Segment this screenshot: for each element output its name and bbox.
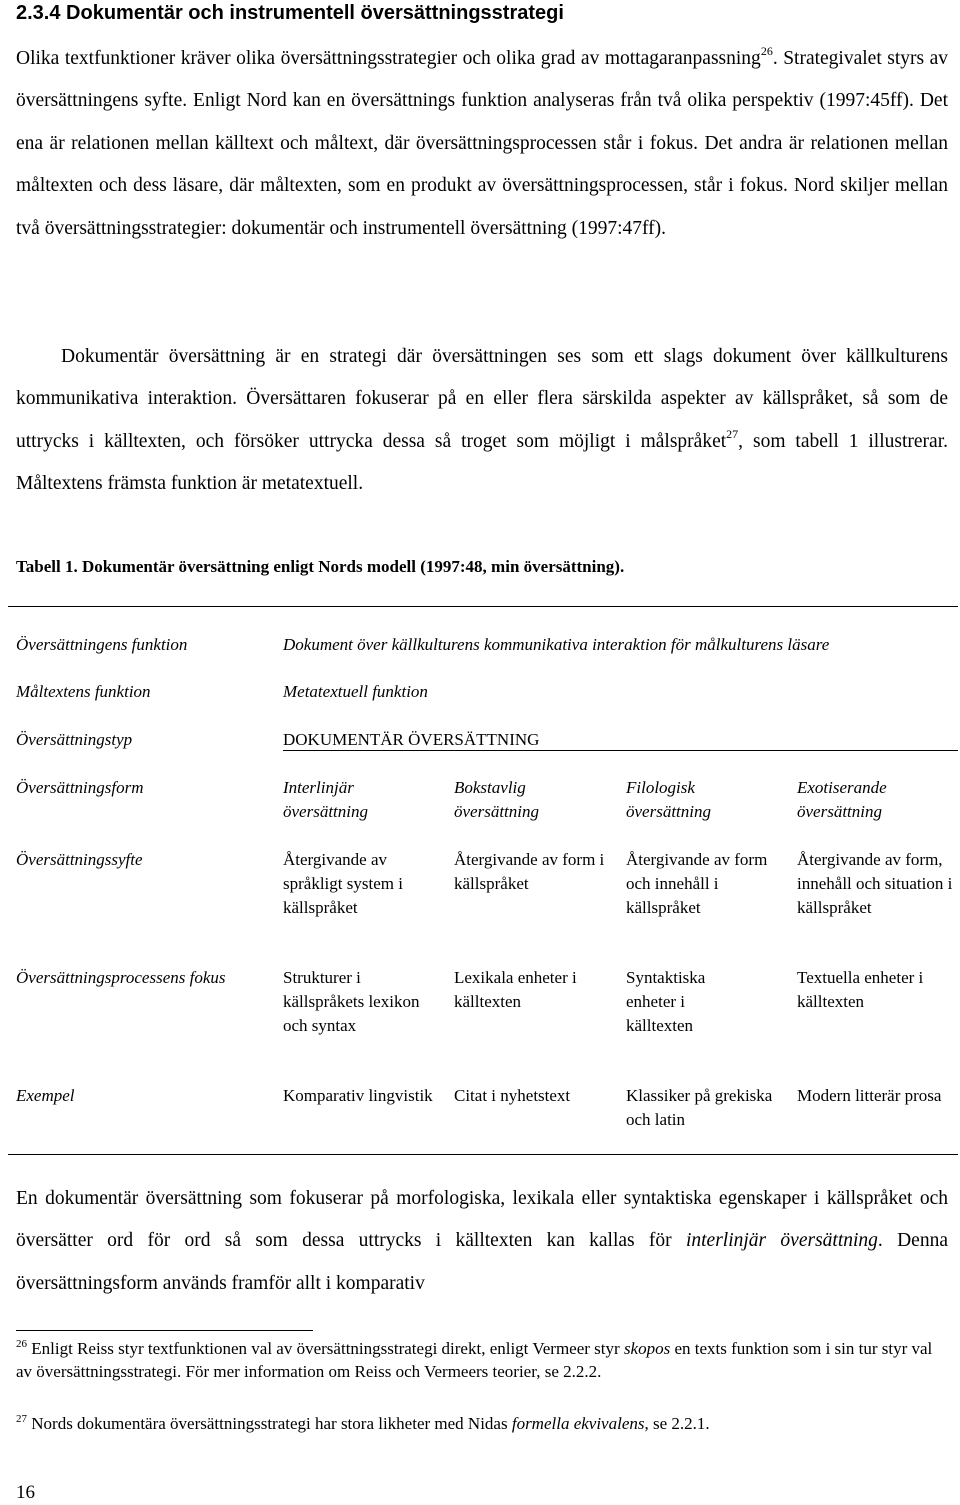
footnote-emphasis: formella ekvivalens [511,1414,645,1433]
row-label-funktion: Översättningens funktion [16,635,188,654]
form-cell: Bokstavlig översättning [454,778,539,821]
syfte-cell: Återgivande av form i källspråket [454,850,605,893]
row-label-syfte: Översättningssyfte [16,850,143,869]
row-label-exempel: Exempel [16,1086,75,1105]
footnote-number: 27 [16,1413,27,1425]
form-cell: Filologisk översättning [626,778,711,821]
footnote-text: , se 2.2.1. [644,1414,710,1433]
footnote-text: en texts funktion som i sin tur styr val av översättningsstrategi. För mer information om Reiss och Vermeers teorier, se 2.2.2. [16,1339,933,1381]
footnote-text: Nords dokumentära översättningsstrategi har stora likheter med Nidas [31,1414,512,1433]
table-caption: Tabell 1. Dokumentär översättning enligt Nords modell (1997:48, min översättning). [16,557,625,576]
exempel-cell: Modern litterär prosa [797,1086,942,1105]
footnote-26 [16,1338,946,1383]
typ-underline [283,750,958,751]
row-label-typ: Översättningstyp [16,730,133,749]
paragraph-3-text-b: . Denna översättningsform används framför allt i komparativ [16,1230,948,1294]
paragraph-2-text-b: , som tabell 1 illustrerar. Måltextens främsta funktion är metatextuell. [16,430,948,495]
paragraph-1-text-b: . Strategivalet styrs av översättningens syfte. Enligt Nord kan en översättnings funktion analyseras från två olika perspektiv (1997:45ff). Det ena är relationen mellan källtext och måltext, där översättningsprocessen står i fokus. Det andra är relationen mellan måltexten och dess läsare, där måltexten, som en produkt av översättningsprocessen, står i fokus. Nord skiljer mellan två översättningsstrategier: dokumentär och instrumentell översättning (1997:47ff). [16,48,948,239]
paragraph-2-text-a: Dokumentär översättning är en strategi där översättningen ses som ett slags dokument över källkulturens kommunikativa interaktion. Översättaren fokuserar på en eller flera särskilda aspekter av källspråket, så som de uttrycks i källtexten, och försöker uttrycka dessa så troget som möjligt i målspråket [16,346,948,452]
form-cell: Exotiserande översättning [797,778,887,821]
syfte-cell: Återgivande av form och innehåll i källspråket [626,850,768,917]
table-top-rule [8,606,958,607]
fokus-cell: Textuella enheter i källtexten [797,968,924,1011]
syfte-cell: Återgivande av form, innehåll och situation i källspråket [797,850,953,917]
paragraph-3-emphasis: interlinjär översättning [685,1230,878,1252]
form-cell: Interlinjär översättning [283,778,368,821]
fokus-cell: Syntaktiska enheter i källtexten [626,968,706,1035]
paragraph-2 [16,336,948,506]
page-number: 16 [16,1482,35,1503]
table-bottom-rule [8,1154,958,1155]
footnote-ref-27[interactable]: 27 [726,426,739,441]
paragraph-1 [16,38,948,250]
section-heading: 2.3.4 Dokumentär och instrumentell översättningsstrategi [16,2,564,24]
footnote-text: Enligt Reiss styr textfunktionen val av översättningsstrategi direkt, enligt Vermeer styr [31,1339,624,1358]
footnote-ref-26[interactable]: 26 [760,44,773,58]
paragraph-3 [16,1178,948,1305]
footnote-27 [16,1413,946,1436]
fokus-cell: Lexikala enheter i källtexten [454,968,577,1011]
exempel-cell: Komparativ lingvistik [283,1086,433,1105]
fokus-cell: Strukturer i källspråkets lexikon och syntax [283,968,420,1035]
footnote-emphasis: skopos [623,1339,671,1358]
exempel-cell: Citat i nyhetstext [454,1086,571,1105]
row-value-funktion: Dokument över källkulturens kommunikativa interaktion för målkulturens läsare [283,635,830,654]
syfte-cell: Återgivande av språkligt system i källspråket [283,850,403,917]
paragraph-1-text-a: Olika textfunktioner kräver olika översättningsstrategier och olika grad av mottagaranpassning [16,48,761,69]
row-label-fokus: Översättningsprocessens fokus [16,968,226,987]
row-value-maltext: Metatextuell funktion [283,682,428,701]
row-value-typ: DOKUMENTÄR ÖVERSÄTTNING [283,730,540,749]
row-label-maltext: Måltextens funktion [16,682,151,701]
footnote-separator [16,1330,313,1331]
footnote-number: 26 [16,1338,27,1350]
paragraph-3-text-a: En dokumentär översättning som fokuserar på morfologiska, lexikala eller syntaktiska egenskaper i källspråket och översätter ord för ord så som dessa uttrycks i källtexten kan kallas för [16,1188,948,1252]
exempel-cell: Klassiker på grekiska och latin [626,1086,773,1129]
row-label-form: Översättningsform [16,778,144,797]
